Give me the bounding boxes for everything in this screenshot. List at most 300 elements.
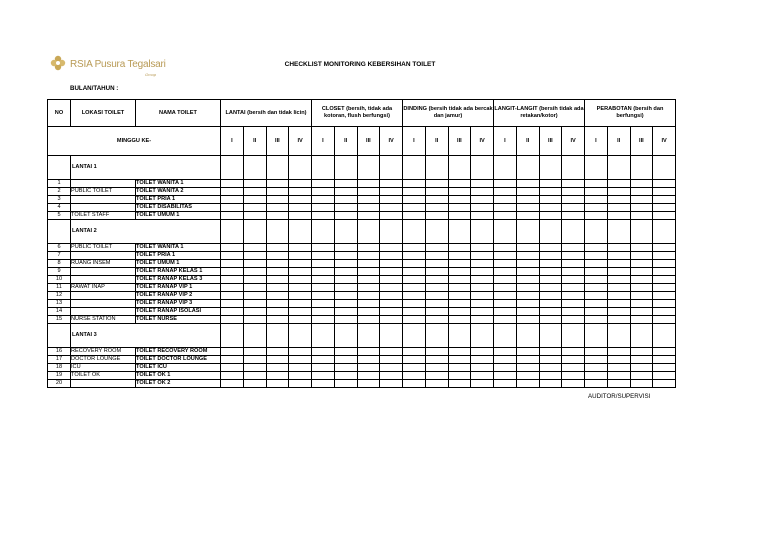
checkbox-cell[interactable]: [494, 244, 517, 252]
checkbox-cell[interactable]: [471, 196, 494, 204]
checkbox-cell[interactable]: [243, 316, 266, 324]
checkbox-cell[interactable]: [380, 284, 403, 292]
checkbox-cell[interactable]: [516, 196, 539, 204]
checkbox-cell[interactable]: [243, 244, 266, 252]
checkbox-cell[interactable]: [494, 316, 517, 324]
checkbox-cell[interactable]: [380, 196, 403, 204]
checkbox-cell[interactable]: [653, 356, 676, 364]
checkbox-cell[interactable]: [653, 268, 676, 276]
checkbox-cell[interactable]: [334, 276, 357, 284]
checkbox-cell[interactable]: [539, 364, 562, 372]
checkbox-cell[interactable]: [266, 212, 289, 220]
checkbox-cell[interactable]: [630, 292, 653, 300]
checkbox-cell[interactable]: [630, 180, 653, 188]
checkbox-cell[interactable]: [334, 204, 357, 212]
checkbox-cell[interactable]: [334, 300, 357, 308]
checkbox-cell[interactable]: [403, 300, 426, 308]
checkbox-cell[interactable]: [312, 204, 335, 212]
checkbox-cell[interactable]: [357, 196, 380, 204]
checkbox-cell[interactable]: [471, 380, 494, 388]
checkbox-cell[interactable]: [380, 180, 403, 188]
checkbox-cell[interactable]: [243, 180, 266, 188]
checkbox-cell[interactable]: [357, 260, 380, 268]
checkbox-cell[interactable]: [425, 204, 448, 212]
checkbox-cell[interactable]: [653, 300, 676, 308]
checkbox-cell[interactable]: [357, 308, 380, 316]
checkbox-cell[interactable]: [494, 364, 517, 372]
checkbox-cell[interactable]: [630, 380, 653, 388]
checkbox-cell[interactable]: [653, 292, 676, 300]
checkbox-cell[interactable]: [653, 316, 676, 324]
checkbox-cell[interactable]: [357, 356, 380, 364]
checkbox-cell[interactable]: [403, 276, 426, 284]
checkbox-cell[interactable]: [380, 348, 403, 356]
checkbox-cell[interactable]: [653, 308, 676, 316]
checkbox-cell[interactable]: [630, 300, 653, 308]
checkbox-cell[interactable]: [334, 316, 357, 324]
checkbox-cell[interactable]: [289, 292, 312, 300]
checkbox-cell[interactable]: [221, 252, 244, 260]
checkbox-cell[interactable]: [425, 364, 448, 372]
checkbox-cell[interactable]: [289, 260, 312, 268]
checkbox-cell[interactable]: [585, 292, 608, 300]
checkbox-cell[interactable]: [425, 212, 448, 220]
checkbox-cell[interactable]: [471, 284, 494, 292]
checkbox-cell[interactable]: [516, 180, 539, 188]
checkbox-cell[interactable]: [471, 372, 494, 380]
checkbox-cell[interactable]: [312, 196, 335, 204]
checkbox-cell[interactable]: [312, 268, 335, 276]
checkbox-cell[interactable]: [585, 188, 608, 196]
checkbox-cell[interactable]: [334, 252, 357, 260]
checkbox-cell[interactable]: [516, 308, 539, 316]
checkbox-cell[interactable]: [221, 204, 244, 212]
checkbox-cell[interactable]: [221, 300, 244, 308]
checkbox-cell[interactable]: [494, 348, 517, 356]
checkbox-cell[interactable]: [448, 292, 471, 300]
checkbox-cell[interactable]: [425, 188, 448, 196]
checkbox-cell[interactable]: [585, 244, 608, 252]
checkbox-cell[interactable]: [607, 196, 630, 204]
checkbox-cell[interactable]: [425, 356, 448, 364]
checkbox-cell[interactable]: [471, 252, 494, 260]
checkbox-cell[interactable]: [471, 316, 494, 324]
checkbox-cell[interactable]: [539, 244, 562, 252]
checkbox-cell[interactable]: [607, 244, 630, 252]
checkbox-cell[interactable]: [494, 292, 517, 300]
checkbox-cell[interactable]: [289, 180, 312, 188]
checkbox-cell[interactable]: [312, 372, 335, 380]
checkbox-cell[interactable]: [562, 364, 585, 372]
checkbox-cell[interactable]: [585, 268, 608, 276]
checkbox-cell[interactable]: [516, 348, 539, 356]
checkbox-cell[interactable]: [630, 260, 653, 268]
checkbox-cell[interactable]: [334, 348, 357, 356]
checkbox-cell[interactable]: [357, 316, 380, 324]
checkbox-cell[interactable]: [516, 204, 539, 212]
checkbox-cell[interactable]: [448, 364, 471, 372]
checkbox-cell[interactable]: [585, 204, 608, 212]
checkbox-cell[interactable]: [607, 212, 630, 220]
checkbox-cell[interactable]: [243, 260, 266, 268]
checkbox-cell[interactable]: [630, 188, 653, 196]
checkbox-cell[interactable]: [357, 204, 380, 212]
checkbox-cell[interactable]: [539, 372, 562, 380]
checkbox-cell[interactable]: [357, 284, 380, 292]
checkbox-cell[interactable]: [221, 268, 244, 276]
checkbox-cell[interactable]: [471, 276, 494, 284]
checkbox-cell[interactable]: [403, 348, 426, 356]
checkbox-cell[interactable]: [448, 284, 471, 292]
checkbox-cell[interactable]: [562, 380, 585, 388]
checkbox-cell[interactable]: [630, 316, 653, 324]
checkbox-cell[interactable]: [380, 316, 403, 324]
checkbox-cell[interactable]: [516, 292, 539, 300]
checkbox-cell[interactable]: [471, 300, 494, 308]
checkbox-cell[interactable]: [266, 252, 289, 260]
checkbox-cell[interactable]: [516, 284, 539, 292]
checkbox-cell[interactable]: [448, 212, 471, 220]
checkbox-cell[interactable]: [312, 212, 335, 220]
checkbox-cell[interactable]: [516, 244, 539, 252]
checkbox-cell[interactable]: [243, 348, 266, 356]
checkbox-cell[interactable]: [562, 372, 585, 380]
checkbox-cell[interactable]: [380, 380, 403, 388]
checkbox-cell[interactable]: [539, 204, 562, 212]
checkbox-cell[interactable]: [243, 292, 266, 300]
checkbox-cell[interactable]: [630, 268, 653, 276]
checkbox-cell[interactable]: [494, 212, 517, 220]
checkbox-cell[interactable]: [312, 284, 335, 292]
checkbox-cell[interactable]: [266, 372, 289, 380]
checkbox-cell[interactable]: [539, 316, 562, 324]
checkbox-cell[interactable]: [221, 308, 244, 316]
checkbox-cell[interactable]: [312, 260, 335, 268]
checkbox-cell[interactable]: [471, 292, 494, 300]
checkbox-cell[interactable]: [653, 188, 676, 196]
checkbox-cell[interactable]: [539, 276, 562, 284]
checkbox-cell[interactable]: [221, 212, 244, 220]
checkbox-cell[interactable]: [425, 308, 448, 316]
checkbox-cell[interactable]: [607, 316, 630, 324]
checkbox-cell[interactable]: [289, 196, 312, 204]
checkbox-cell[interactable]: [403, 292, 426, 300]
checkbox-cell[interactable]: [448, 380, 471, 388]
checkbox-cell[interactable]: [630, 212, 653, 220]
checkbox-cell[interactable]: [380, 364, 403, 372]
checkbox-cell[interactable]: [630, 284, 653, 292]
checkbox-cell[interactable]: [221, 292, 244, 300]
checkbox-cell[interactable]: [266, 244, 289, 252]
checkbox-cell[interactable]: [630, 364, 653, 372]
checkbox-cell[interactable]: [516, 356, 539, 364]
checkbox-cell[interactable]: [425, 244, 448, 252]
checkbox-cell[interactable]: [630, 348, 653, 356]
checkbox-cell[interactable]: [607, 308, 630, 316]
checkbox-cell[interactable]: [243, 300, 266, 308]
checkbox-cell[interactable]: [448, 372, 471, 380]
checkbox-cell[interactable]: [357, 372, 380, 380]
checkbox-cell[interactable]: [380, 276, 403, 284]
checkbox-cell[interactable]: [562, 260, 585, 268]
checkbox-cell[interactable]: [289, 308, 312, 316]
checkbox-cell[interactable]: [243, 284, 266, 292]
checkbox-cell[interactable]: [539, 300, 562, 308]
checkbox-cell[interactable]: [562, 196, 585, 204]
checkbox-cell[interactable]: [471, 180, 494, 188]
checkbox-cell[interactable]: [403, 316, 426, 324]
checkbox-cell[interactable]: [357, 180, 380, 188]
checkbox-cell[interactable]: [221, 244, 244, 252]
checkbox-cell[interactable]: [585, 196, 608, 204]
checkbox-cell[interactable]: [494, 180, 517, 188]
checkbox-cell[interactable]: [607, 268, 630, 276]
checkbox-cell[interactable]: [494, 356, 517, 364]
checkbox-cell[interactable]: [403, 268, 426, 276]
checkbox-cell[interactable]: [539, 348, 562, 356]
checkbox-cell[interactable]: [221, 196, 244, 204]
checkbox-cell[interactable]: [425, 292, 448, 300]
checkbox-cell[interactable]: [585, 348, 608, 356]
checkbox-cell[interactable]: [630, 252, 653, 260]
checkbox-cell[interactable]: [630, 196, 653, 204]
checkbox-cell[interactable]: [516, 276, 539, 284]
checkbox-cell[interactable]: [607, 300, 630, 308]
checkbox-cell[interactable]: [653, 284, 676, 292]
checkbox-cell[interactable]: [312, 188, 335, 196]
checkbox-cell[interactable]: [448, 196, 471, 204]
checkbox-cell[interactable]: [357, 292, 380, 300]
checkbox-cell[interactable]: [357, 364, 380, 372]
checkbox-cell[interactable]: [312, 380, 335, 388]
checkbox-cell[interactable]: [562, 244, 585, 252]
checkbox-cell[interactable]: [380, 188, 403, 196]
checkbox-cell[interactable]: [448, 260, 471, 268]
checkbox-cell[interactable]: [585, 380, 608, 388]
checkbox-cell[interactable]: [221, 316, 244, 324]
checkbox-cell[interactable]: [380, 260, 403, 268]
checkbox-cell[interactable]: [334, 244, 357, 252]
checkbox-cell[interactable]: [585, 260, 608, 268]
checkbox-cell[interactable]: [334, 364, 357, 372]
checkbox-cell[interactable]: [653, 380, 676, 388]
checkbox-cell[interactable]: [585, 276, 608, 284]
checkbox-cell[interactable]: [221, 188, 244, 196]
checkbox-cell[interactable]: [607, 372, 630, 380]
checkbox-cell[interactable]: [448, 300, 471, 308]
checkbox-cell[interactable]: [494, 196, 517, 204]
checkbox-cell[interactable]: [289, 316, 312, 324]
checkbox-cell[interactable]: [403, 364, 426, 372]
checkbox-cell[interactable]: [494, 188, 517, 196]
checkbox-cell[interactable]: [539, 292, 562, 300]
checkbox-cell[interactable]: [266, 300, 289, 308]
checkbox-cell[interactable]: [266, 364, 289, 372]
checkbox-cell[interactable]: [585, 316, 608, 324]
checkbox-cell[interactable]: [334, 260, 357, 268]
checkbox-cell[interactable]: [403, 204, 426, 212]
checkbox-cell[interactable]: [403, 180, 426, 188]
checkbox-cell[interactable]: [607, 260, 630, 268]
checkbox-cell[interactable]: [471, 188, 494, 196]
checkbox-cell[interactable]: [539, 260, 562, 268]
checkbox-cell[interactable]: [562, 348, 585, 356]
checkbox-cell[interactable]: [448, 268, 471, 276]
checkbox-cell[interactable]: [334, 380, 357, 388]
checkbox-cell[interactable]: [403, 356, 426, 364]
checkbox-cell[interactable]: [539, 284, 562, 292]
checkbox-cell[interactable]: [494, 252, 517, 260]
checkbox-cell[interactable]: [334, 212, 357, 220]
checkbox-cell[interactable]: [266, 316, 289, 324]
checkbox-cell[interactable]: [221, 180, 244, 188]
checkbox-cell[interactable]: [243, 276, 266, 284]
checkbox-cell[interactable]: [494, 284, 517, 292]
checkbox-cell[interactable]: [403, 252, 426, 260]
checkbox-cell[interactable]: [425, 284, 448, 292]
checkbox-cell[interactable]: [289, 212, 312, 220]
checkbox-cell[interactable]: [403, 196, 426, 204]
checkbox-cell[interactable]: [630, 276, 653, 284]
checkbox-cell[interactable]: [243, 308, 266, 316]
checkbox-cell[interactable]: [448, 252, 471, 260]
checkbox-cell[interactable]: [312, 252, 335, 260]
checkbox-cell[interactable]: [607, 252, 630, 260]
checkbox-cell[interactable]: [312, 292, 335, 300]
checkbox-cell[interactable]: [607, 364, 630, 372]
checkbox-cell[interactable]: [425, 276, 448, 284]
checkbox-cell[interactable]: [471, 348, 494, 356]
checkbox-cell[interactable]: [334, 372, 357, 380]
checkbox-cell[interactable]: [471, 364, 494, 372]
checkbox-cell[interactable]: [516, 364, 539, 372]
checkbox-cell[interactable]: [653, 252, 676, 260]
checkbox-cell[interactable]: [494, 380, 517, 388]
checkbox-cell[interactable]: [380, 300, 403, 308]
checkbox-cell[interactable]: [312, 244, 335, 252]
checkbox-cell[interactable]: [562, 292, 585, 300]
checkbox-cell[interactable]: [403, 212, 426, 220]
checkbox-cell[interactable]: [585, 300, 608, 308]
checkbox-cell[interactable]: [516, 260, 539, 268]
checkbox-cell[interactable]: [653, 212, 676, 220]
checkbox-cell[interactable]: [425, 316, 448, 324]
checkbox-cell[interactable]: [562, 308, 585, 316]
checkbox-cell[interactable]: [403, 244, 426, 252]
checkbox-cell[interactable]: [380, 252, 403, 260]
checkbox-cell[interactable]: [221, 380, 244, 388]
checkbox-cell[interactable]: [539, 380, 562, 388]
checkbox-cell[interactable]: [243, 204, 266, 212]
checkbox-cell[interactable]: [266, 308, 289, 316]
checkbox-cell[interactable]: [312, 180, 335, 188]
checkbox-cell[interactable]: [607, 276, 630, 284]
checkbox-cell[interactable]: [312, 316, 335, 324]
checkbox-cell[interactable]: [243, 252, 266, 260]
checkbox-cell[interactable]: [403, 372, 426, 380]
checkbox-cell[interactable]: [357, 348, 380, 356]
checkbox-cell[interactable]: [585, 284, 608, 292]
checkbox-cell[interactable]: [380, 356, 403, 364]
checkbox-cell[interactable]: [516, 372, 539, 380]
checkbox-cell[interactable]: [425, 380, 448, 388]
checkbox-cell[interactable]: [403, 380, 426, 388]
checkbox-cell[interactable]: [562, 212, 585, 220]
checkbox-cell[interactable]: [516, 316, 539, 324]
checkbox-cell[interactable]: [425, 180, 448, 188]
checkbox-cell[interactable]: [266, 348, 289, 356]
checkbox-cell[interactable]: [425, 348, 448, 356]
checkbox-cell[interactable]: [585, 372, 608, 380]
checkbox-cell[interactable]: [334, 284, 357, 292]
checkbox-cell[interactable]: [494, 308, 517, 316]
checkbox-cell[interactable]: [425, 196, 448, 204]
checkbox-cell[interactable]: [243, 356, 266, 364]
checkbox-cell[interactable]: [425, 260, 448, 268]
checkbox-cell[interactable]: [266, 196, 289, 204]
checkbox-cell[interactable]: [471, 204, 494, 212]
checkbox-cell[interactable]: [334, 308, 357, 316]
checkbox-cell[interactable]: [653, 196, 676, 204]
checkbox-cell[interactable]: [448, 180, 471, 188]
checkbox-cell[interactable]: [380, 212, 403, 220]
checkbox-cell[interactable]: [266, 380, 289, 388]
checkbox-cell[interactable]: [425, 372, 448, 380]
checkbox-cell[interactable]: [380, 308, 403, 316]
checkbox-cell[interactable]: [494, 300, 517, 308]
checkbox-cell[interactable]: [539, 180, 562, 188]
checkbox-cell[interactable]: [380, 372, 403, 380]
checkbox-cell[interactable]: [471, 268, 494, 276]
checkbox-cell[interactable]: [653, 276, 676, 284]
checkbox-cell[interactable]: [448, 244, 471, 252]
checkbox-cell[interactable]: [334, 188, 357, 196]
checkbox-cell[interactable]: [607, 380, 630, 388]
checkbox-cell[interactable]: [425, 268, 448, 276]
checkbox-cell[interactable]: [539, 356, 562, 364]
checkbox-cell[interactable]: [289, 276, 312, 284]
checkbox-cell[interactable]: [221, 276, 244, 284]
checkbox-cell[interactable]: [425, 252, 448, 260]
checkbox-cell[interactable]: [334, 180, 357, 188]
checkbox-cell[interactable]: [403, 308, 426, 316]
checkbox-cell[interactable]: [357, 276, 380, 284]
checkbox-cell[interactable]: [221, 356, 244, 364]
checkbox-cell[interactable]: [448, 356, 471, 364]
checkbox-cell[interactable]: [289, 364, 312, 372]
checkbox-cell[interactable]: [357, 380, 380, 388]
checkbox-cell[interactable]: [221, 260, 244, 268]
checkbox-cell[interactable]: [539, 196, 562, 204]
checkbox-cell[interactable]: [266, 268, 289, 276]
checkbox-cell[interactable]: [562, 276, 585, 284]
checkbox-cell[interactable]: [312, 356, 335, 364]
checkbox-cell[interactable]: [630, 204, 653, 212]
checkbox-cell[interactable]: [607, 292, 630, 300]
checkbox-cell[interactable]: [334, 356, 357, 364]
checkbox-cell[interactable]: [630, 308, 653, 316]
checkbox-cell[interactable]: [312, 348, 335, 356]
checkbox-cell[interactable]: [266, 260, 289, 268]
checkbox-cell[interactable]: [448, 188, 471, 196]
checkbox-cell[interactable]: [653, 372, 676, 380]
checkbox-cell[interactable]: [357, 244, 380, 252]
checkbox-cell[interactable]: [357, 212, 380, 220]
checkbox-cell[interactable]: [289, 348, 312, 356]
checkbox-cell[interactable]: [243, 212, 266, 220]
checkbox-cell[interactable]: [289, 372, 312, 380]
checkbox-cell[interactable]: [494, 268, 517, 276]
